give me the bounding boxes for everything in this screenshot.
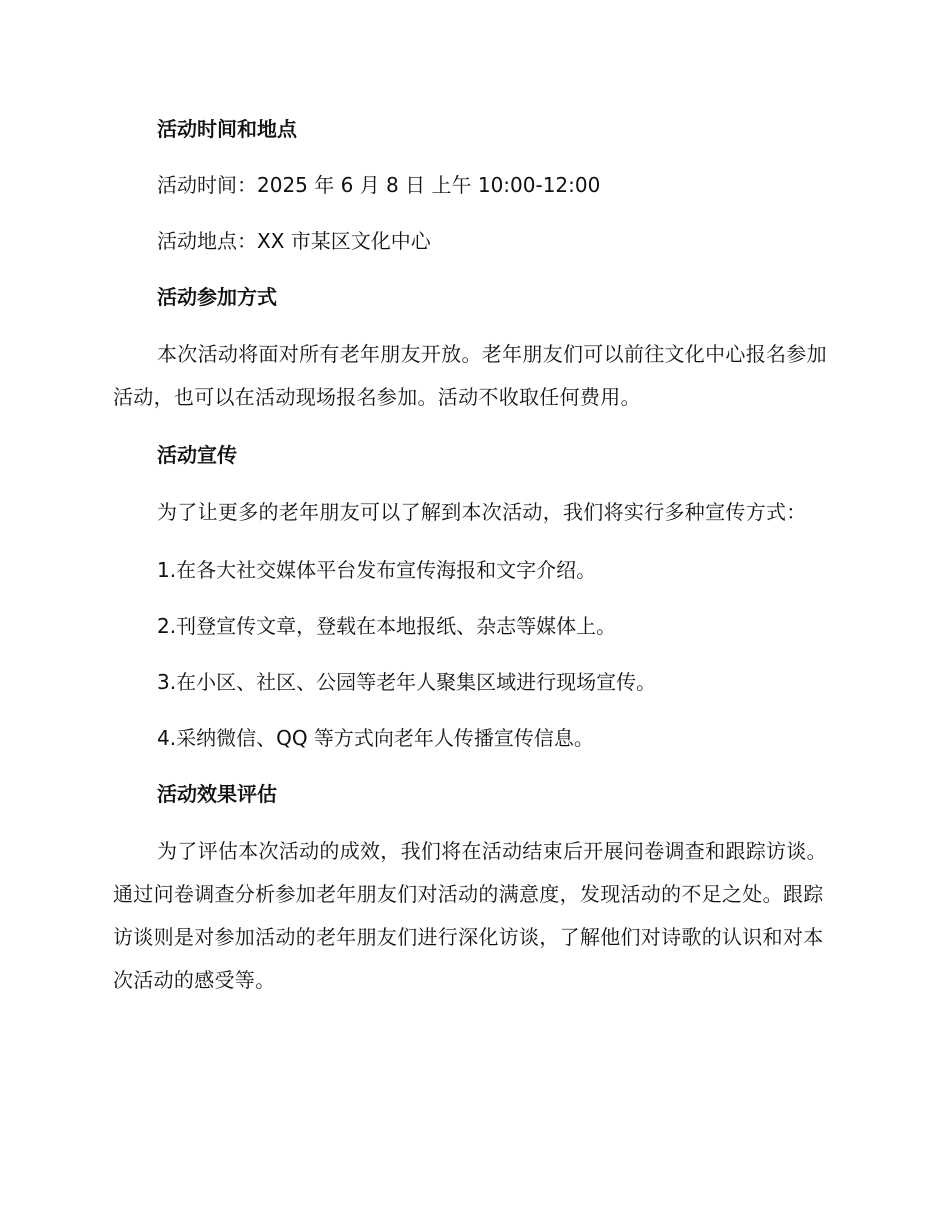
list-item: 3.在小区、社区、公园等老年人聚集区域进行现场宣传。 (157, 670, 657, 694)
activity-place: 活动地点：XX 市某区文化中心 (157, 229, 431, 253)
list-item: 2.刊登宣传文章，登载在本地报纸、杂志等媒体上。 (157, 614, 617, 638)
section-heading-evaluation: 活动效果评估 (157, 782, 277, 806)
participation-paragraph: 本次活动将面对所有老年朋友开放。老年朋友们可以前往文化中心报名参加活动，也可以在活动现场报名参加。活动不收取任何费用。 (113, 342, 827, 409)
section-heading-publicity: 活动宣传 (157, 443, 237, 467)
publicity-intro-paragraph: 为了让更多的老年朋友可以了解到本次活动，我们将实行多种宣传方式： (157, 500, 807, 524)
activity-time: 活动时间：2025 年 6 月 8 日 上午 10:00-12:00 (157, 173, 601, 197)
list-item: 1.在各大社交媒体平台发布宣传海报和文字介绍。 (157, 558, 597, 582)
list-item: 4.采纳微信、QQ 等方式向老年人传播宣传信息。 (157, 726, 594, 750)
section-heading-time-place: 活动时间和地点 (157, 117, 297, 141)
document-page (113, 111, 833, 1002)
section-heading-participation: 活动参加方式 (157, 285, 277, 309)
evaluation-paragraph: 为了评估本次活动的成效，我们将在活动结束后开展问卷调查和跟踪访谈。通过问卷调查分析参加老年朋友们对活动的满意度，发现活动的不足之处。跟踪访谈则是对参加活动的老年朋友们进行深化访谈，了解他们对诗歌的认识和对本次活动的感受等。 (113, 839, 827, 992)
